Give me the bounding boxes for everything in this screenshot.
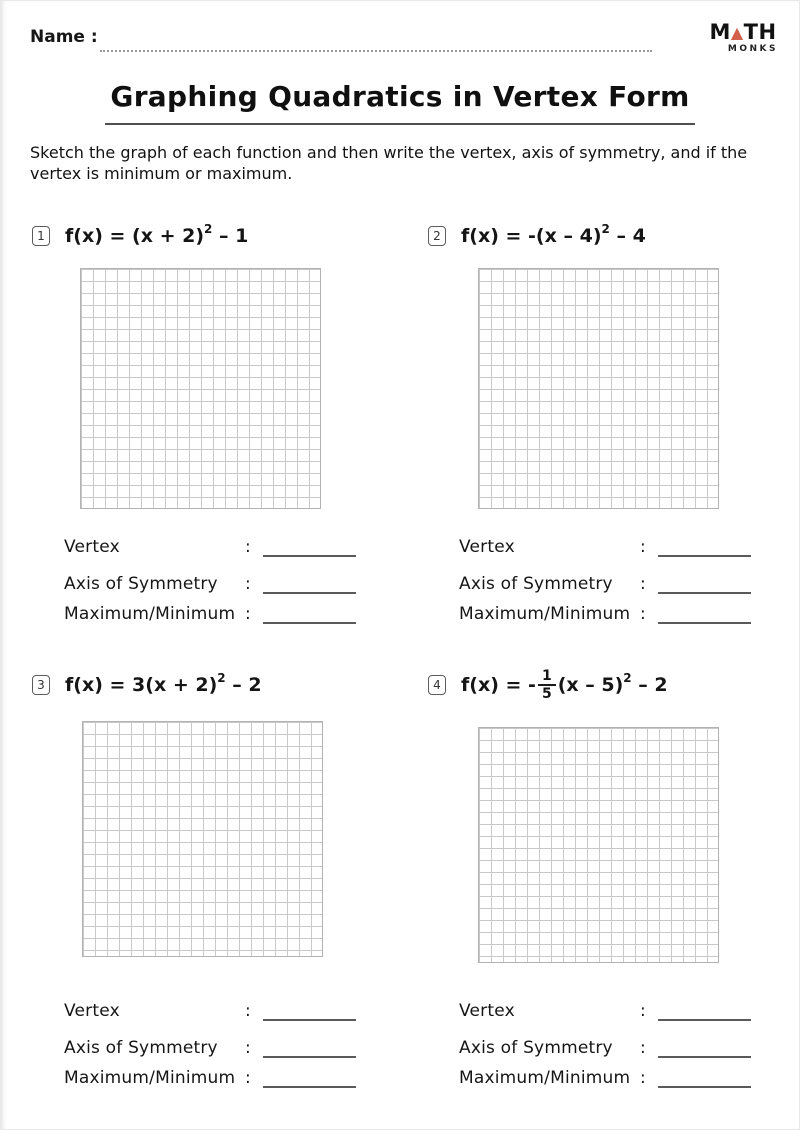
maxmin-blank [658, 604, 751, 624]
problem-3-header [32, 670, 262, 700]
answer-block-4 [459, 995, 759, 1088]
name-label: Name : [30, 27, 98, 47]
vertex-blank [658, 1001, 751, 1021]
problem-4-number-box: 4 [428, 675, 446, 695]
axis-blank [658, 574, 751, 594]
vertex-blank [263, 537, 356, 557]
maxmin-blank [263, 604, 356, 624]
colon: : [245, 1068, 251, 1088]
title-underline [105, 123, 695, 125]
vertex-label: Vertex [64, 1001, 120, 1021]
colon: : [640, 537, 646, 557]
page-title: Graphing Quadratics in Vertex Form [110, 80, 690, 113]
problem-2-header [428, 221, 646, 251]
vertex-label: Vertex [459, 537, 515, 557]
maxmin-label: Maximum/Minimum [64, 1068, 236, 1088]
maxmin-label: Maximum/Minimum [64, 604, 236, 624]
colon: : [640, 604, 646, 624]
colon: : [640, 1068, 646, 1088]
graph-grid-3 [82, 721, 323, 957]
logo-letter-m: M [709, 20, 731, 44]
axis-blank [263, 1038, 356, 1058]
axis-blank [263, 574, 356, 594]
colon: : [245, 1001, 251, 1021]
name-blank-line [100, 30, 652, 52]
colon: : [245, 1038, 251, 1058]
logo-letters-th: TH [743, 20, 777, 44]
colon: : [640, 574, 646, 594]
problem-1-number-box: 1 [32, 226, 50, 246]
maxmin-label: Maximum/Minimum [459, 1068, 631, 1088]
axis-label: Axis of Symmetry [64, 574, 218, 594]
problem-3-number-box: 3 [32, 675, 50, 695]
maxmin-row [459, 598, 759, 624]
logo-triangle-icon: ▲ [730, 23, 744, 42]
axis-row [459, 1032, 759, 1058]
colon: : [640, 1038, 646, 1058]
axis-label: Axis of Symmetry [459, 574, 613, 594]
answer-block-2 [459, 531, 759, 624]
axis-label: Axis of Symmetry [459, 1038, 613, 1058]
axis-blank [658, 1038, 751, 1058]
math-monks-logo [706, 22, 780, 54]
axis-label: Axis of Symmetry [64, 1038, 218, 1058]
problem-4-header [428, 656, 668, 714]
colon: : [245, 574, 251, 594]
graph-grid-2 [478, 268, 719, 509]
maxmin-row [64, 1062, 364, 1088]
vertex-row [459, 995, 759, 1021]
vertex-row [64, 531, 364, 557]
maxmin-row [459, 1062, 759, 1088]
colon: : [640, 1001, 646, 1021]
problem-3-equation: f(x) = 3(x + 2) 2 – 2 [65, 671, 262, 696]
vertex-blank [658, 537, 751, 557]
maxmin-label: Maximum/Minimum [459, 604, 631, 624]
answer-block-1 [64, 531, 364, 624]
axis-row [459, 568, 759, 594]
maxmin-blank [263, 1068, 356, 1088]
vertex-row [64, 995, 364, 1021]
vertex-row [459, 531, 759, 557]
problem-2-number-box: 2 [428, 226, 446, 246]
graph-grid-1 [80, 268, 321, 509]
problem-1-header [32, 221, 248, 251]
colon: : [245, 604, 251, 624]
answer-block-3 [64, 995, 364, 1088]
vertex-label: Vertex [459, 1001, 515, 1021]
problem-1-equation: f(x) = (x + 2) 2 – 1 [65, 222, 249, 247]
logo-wordmark [706, 22, 780, 43]
problem-4-equation: f(x) = - $\frac{1}{5}$ (x – 5) 2 – 2 [461, 667, 668, 702]
vertex-blank [263, 1001, 356, 1021]
maxmin-blank [658, 1068, 751, 1088]
fraction: $\frac{1}{5}$ [538, 668, 556, 702]
colon: : [245, 537, 251, 557]
logo-subtext: MONKS [727, 44, 778, 54]
vertex-label: Vertex [64, 537, 120, 557]
problem-2-equation: f(x) = -(x – 4) 2 – 4 [461, 222, 646, 247]
maxmin-row [64, 598, 364, 624]
instructions-text: Sketch the graph of each function and then write the vertex, axis of symmetry, and if the vertex is minimum or maximum. [30, 143, 748, 184]
axis-row [64, 568, 364, 594]
graph-grid-4 [478, 727, 719, 963]
axis-row [64, 1032, 364, 1058]
